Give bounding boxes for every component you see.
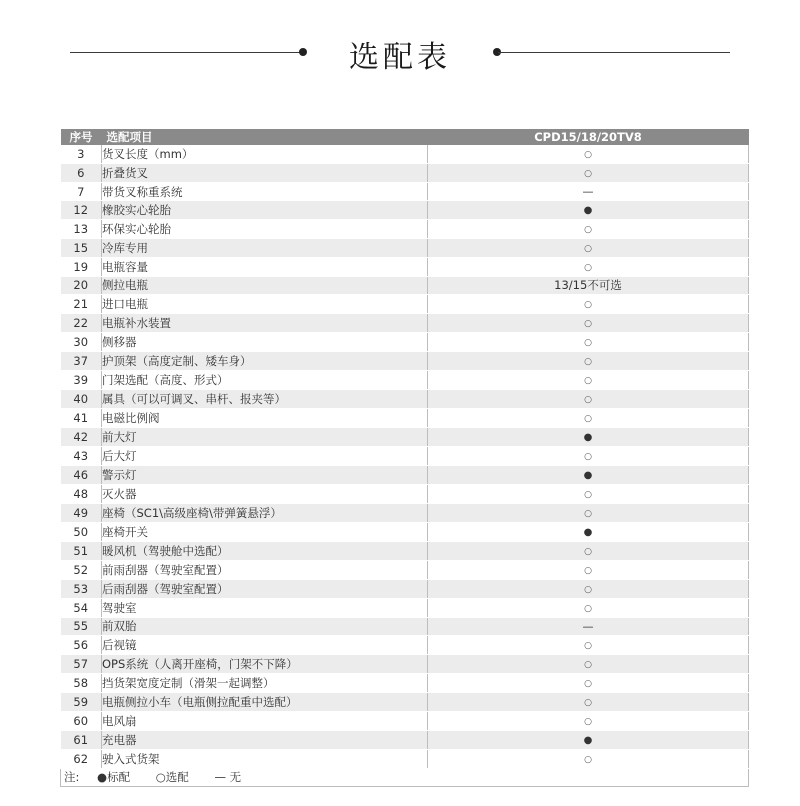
row-item: OPS系统（人离开座椅，门架不下降） [102, 654, 428, 673]
row-number: 49 [61, 503, 102, 522]
row-number: 57 [61, 654, 102, 673]
row-value [428, 654, 749, 673]
row-value [428, 446, 749, 465]
row-number: 41 [61, 408, 102, 427]
row-value [428, 598, 749, 617]
row-item: 电瓶侧拉小车（电瓶侧拉配重中选配） [102, 692, 428, 711]
row-number: 42 [61, 427, 102, 446]
header-item: 选配项目 [102, 129, 428, 145]
legend-standard: ●标配 [97, 770, 131, 785]
row-number: 53 [61, 579, 102, 598]
row-item: 电风扇 [102, 711, 428, 730]
table-row [61, 484, 749, 503]
row-value [428, 427, 749, 446]
optional-mark: ○ [584, 678, 592, 689]
title-header [70, 30, 730, 74]
table-row [61, 427, 749, 446]
row-number: 12 [61, 201, 102, 220]
table-row [61, 389, 749, 408]
row-item: 电瓶补水装置 [102, 313, 428, 332]
row-item: 门架选配（高度、形式） [102, 370, 428, 389]
row-number: 56 [61, 635, 102, 654]
row-value [428, 692, 749, 711]
row-value [428, 408, 749, 427]
row-number: 46 [61, 465, 102, 484]
table-row [61, 598, 749, 617]
row-item: 后大灯 [102, 446, 428, 465]
table-row [61, 201, 749, 220]
optional-mark: ○ [584, 356, 592, 367]
row-number: 48 [61, 484, 102, 503]
row-item: 充电器 [102, 730, 428, 749]
table-row [61, 730, 749, 749]
row-number: 40 [61, 389, 102, 408]
row-value [428, 484, 749, 503]
row-number: 3 [61, 145, 102, 164]
legend-row [61, 768, 749, 786]
row-value [428, 541, 749, 560]
row-value [428, 294, 749, 313]
row-value [428, 313, 749, 332]
table-row [61, 522, 749, 541]
optional-mark: ○ [584, 640, 592, 651]
table-row [61, 673, 749, 692]
legend-label: 注: [64, 770, 80, 785]
row-item: 座椅（SC1\高级座椅\带弹簧悬浮） [102, 503, 428, 522]
row-number: 62 [61, 749, 102, 768]
row-value [428, 579, 749, 598]
table-row [61, 579, 749, 598]
row-number: 22 [61, 313, 102, 332]
table-header-row [61, 129, 749, 145]
row-number: 7 [61, 183, 102, 201]
row-number: 20 [61, 277, 102, 295]
table-row [61, 351, 749, 370]
table-row [61, 220, 749, 239]
optional-mark: ○ [584, 565, 592, 576]
table-row [61, 749, 749, 768]
none-mark: — [582, 619, 594, 633]
row-item: 冷库专用 [102, 239, 428, 258]
legend-optional: ○选配 [155, 770, 189, 785]
row-number: 13 [61, 220, 102, 239]
optional-mark: ○ [584, 584, 592, 595]
table-row [61, 277, 749, 295]
row-item: 侧移器 [102, 332, 428, 351]
standard-mark: ● [583, 469, 593, 481]
row-item: 橡胶实心轮胎 [102, 201, 428, 220]
row-item: 驶入式货架 [102, 749, 428, 768]
optional-mark: ○ [584, 375, 592, 386]
row-number: 51 [61, 541, 102, 560]
optional-mark: ○ [584, 508, 592, 519]
row-item: 进口电瓶 [102, 294, 428, 313]
optional-mark: ○ [584, 451, 592, 462]
row-item: 后雨刮器（驾驶室配置） [102, 579, 428, 598]
optional-mark: ○ [584, 318, 592, 329]
optional-mark: ○ [584, 697, 592, 708]
title-divider-right [498, 52, 730, 53]
row-value [428, 332, 749, 351]
optional-mark: ○ [584, 659, 592, 670]
row-item: 灭火器 [102, 484, 428, 503]
row-item: 电磁比例阀 [102, 408, 428, 427]
table-row [61, 408, 749, 427]
row-number: 58 [61, 673, 102, 692]
table-row [61, 635, 749, 654]
row-value [428, 145, 749, 164]
row-number: 55 [61, 617, 102, 635]
row-value [428, 277, 749, 295]
table-row [61, 294, 749, 313]
table-row [61, 503, 749, 522]
row-number: 15 [61, 239, 102, 258]
row-number: 6 [61, 164, 102, 183]
optional-mark: ○ [584, 244, 592, 254]
row-value [428, 370, 749, 389]
row-item: 前雨刮器（驾驶室配置） [102, 560, 428, 579]
standard-mark: ● [583, 431, 593, 443]
table-row [61, 446, 749, 465]
row-number: 37 [61, 351, 102, 370]
table-row [61, 258, 749, 277]
optional-mark: ○ [584, 225, 592, 235]
row-value [428, 183, 749, 201]
table-row [61, 654, 749, 673]
row-item: 座椅开关 [102, 522, 428, 541]
table-row [61, 313, 749, 332]
optional-mark: ○ [584, 337, 592, 348]
row-value [428, 503, 749, 522]
row-item: 侧拉电瓶 [102, 277, 428, 295]
table-row [61, 465, 749, 484]
optional-mark: ○ [584, 489, 592, 500]
row-value [428, 220, 749, 239]
row-item: 后视镜 [102, 635, 428, 654]
row-item: 暖风机（驾驶舱中选配） [102, 541, 428, 560]
row-number: 50 [61, 522, 102, 541]
row-value [428, 465, 749, 484]
table-row [61, 617, 749, 635]
row-value [428, 560, 749, 579]
table-row [61, 183, 749, 201]
row-number: 30 [61, 332, 102, 351]
row-item: 电瓶容量 [102, 258, 428, 277]
row-item: 前双胎 [102, 617, 428, 635]
optional-mark: ○ [584, 394, 592, 405]
standard-mark: ● [583, 205, 593, 216]
optional-mark: ○ [584, 603, 592, 614]
optional-mark: ○ [584, 150, 592, 160]
table-body [61, 145, 749, 768]
table-row [61, 370, 749, 389]
page-title: 选配表 [349, 40, 451, 75]
standard-mark: ● [583, 526, 593, 538]
row-value [428, 617, 749, 635]
row-value [428, 389, 749, 408]
row-number: 21 [61, 294, 102, 313]
row-number: 54 [61, 598, 102, 617]
row-item: 护顶架（高度定制、矮车身） [102, 351, 428, 370]
row-number: 52 [61, 560, 102, 579]
row-value [428, 711, 749, 730]
table-row [61, 560, 749, 579]
row-item: 环保实心轮胎 [102, 220, 428, 239]
row-item: 货叉长度（mm） [102, 145, 428, 164]
row-value [428, 164, 749, 183]
table-row [61, 239, 749, 258]
row-value [428, 673, 749, 692]
optional-mark: ○ [584, 263, 592, 273]
table-row [61, 692, 749, 711]
legend-none: — 无 [214, 770, 242, 785]
row-item: 前大灯 [102, 427, 428, 446]
optional-mark: ○ [584, 413, 592, 424]
row-value [428, 635, 749, 654]
table-row [61, 332, 749, 351]
row-value [428, 239, 749, 258]
row-value [428, 201, 749, 220]
row-value [428, 351, 749, 370]
legend-cell [61, 768, 749, 786]
optional-mark: ○ [584, 754, 592, 765]
row-number: 61 [61, 730, 102, 749]
row-value [428, 730, 749, 749]
standard-mark: ● [583, 734, 593, 746]
row-number: 43 [61, 446, 102, 465]
row-item: 带货叉称重系统 [102, 183, 428, 201]
header-no: 序号 [61, 129, 102, 145]
row-value [428, 258, 749, 277]
row-value [428, 522, 749, 541]
row-value [428, 749, 749, 768]
optional-mark: ○ [584, 716, 592, 727]
row-number: 60 [61, 711, 102, 730]
table-row [61, 711, 749, 730]
none-mark: — [582, 185, 594, 198]
row-number: 59 [61, 692, 102, 711]
option-table [60, 129, 749, 787]
row-item: 驾驶室 [102, 598, 428, 617]
row-item: 折叠货叉 [102, 164, 428, 183]
table-row [61, 164, 749, 183]
header-model: CPD15/18/20TV8 [428, 129, 749, 145]
row-item: 挡货架宽度定制（滑架一起调整） [102, 673, 428, 692]
row-item: 属具（可以可调叉、串杆、报夹等） [102, 389, 428, 408]
table-row [61, 145, 749, 164]
table-row [61, 541, 749, 560]
optional-mark: ○ [584, 169, 592, 179]
row-number: 19 [61, 258, 102, 277]
optional-mark: ○ [584, 299, 592, 310]
value-text: 13/15不可选 [554, 278, 622, 293]
optional-mark: ○ [584, 546, 592, 557]
row-item: 警示灯 [102, 465, 428, 484]
row-number: 39 [61, 370, 102, 389]
